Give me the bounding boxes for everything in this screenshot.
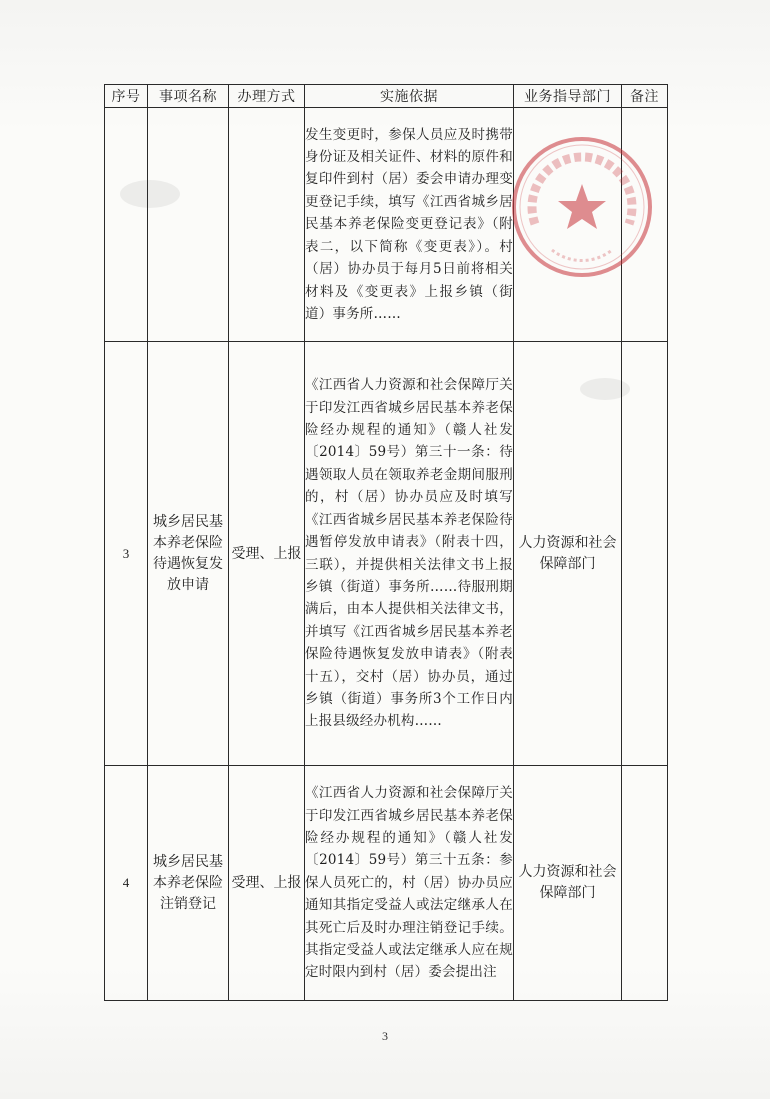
row-dept: 人力资源和社会保障部门	[514, 342, 622, 766]
row-basis: 《江西省人力资源和社会保障厅关于印发江西省城乡居民基本养老保险经办规程的通知》（赣人社发〔2014〕59号）第三十五条：参保人员死亡的，村（居）协办员应通知其指定受益人或法定继承人在其死亡后及时办理注销登记手续。其指定受益人或法定继承人应在规定时限内到村（居）委会提出注	[305, 766, 514, 1001]
row-name	[148, 108, 229, 342]
row-dept	[514, 108, 622, 342]
header-seq: 序号	[105, 85, 148, 108]
page-number: 3	[382, 1029, 388, 1043]
row-note	[622, 342, 668, 766]
header-basis: 实施依据	[305, 85, 514, 108]
row-method: 受理、上报	[229, 342, 305, 766]
header-method: 办理方式	[229, 85, 305, 108]
row-seq	[105, 108, 148, 342]
table-header-row	[105, 85, 668, 108]
row-seq: 4	[105, 766, 148, 1001]
row-name: 城乡居民基本养老保险注销登记	[148, 766, 229, 1001]
row-name: 城乡居民基本养老保险待遇恢复发放申请	[148, 342, 229, 766]
header-dept: 业务指导部门	[514, 85, 622, 108]
table-row	[105, 342, 668, 766]
row-dept: 人力资源和社会保障部门	[514, 766, 622, 1001]
table-row	[105, 766, 668, 1001]
row-method	[229, 108, 305, 342]
header-note: 备注	[622, 85, 668, 108]
row-seq: 3	[105, 342, 148, 766]
policy-table	[104, 84, 668, 1001]
row-basis: 《江西省人力资源和社会保障厅关于印发江西省城乡居民基本养老保险经办规程的通知》（赣人社发〔2014〕59号）第三十一条：待遇领取人员在领取养老金期间服刑的，村（居）协办员应及时填写《江西省城乡居民基本养老保险待遇暂停发放申请表》（附表十四，三联），并提供相关法律文书上报乡镇（街道）事务所……待服刑期满后，由本人提供相关法律文书，并填写《江西省城乡居民基本养老保险待遇恢复发放申请表》（附表十五），交村（居）协办员，通过乡镇（街道）事务所3个工作日内上报县级经办机构……	[305, 342, 514, 766]
table-row	[105, 108, 668, 342]
header-name: 事项名称	[148, 85, 229, 108]
row-method: 受理、上报	[229, 766, 305, 1001]
row-basis: 发生变更时，参保人员应及时携带身份证及相关证件、材料的原件和复印件到村（居）委会申请办理变更登记手续，填写《江西省城乡居民基本养老保险变更登记表》（附表二，以下简称《变更表》）。村（居）协办员于每月5日前将相关材料及《变更表》上报乡镇（街道）事务所……	[305, 108, 514, 342]
row-note	[622, 108, 668, 342]
row-note	[622, 766, 668, 1001]
